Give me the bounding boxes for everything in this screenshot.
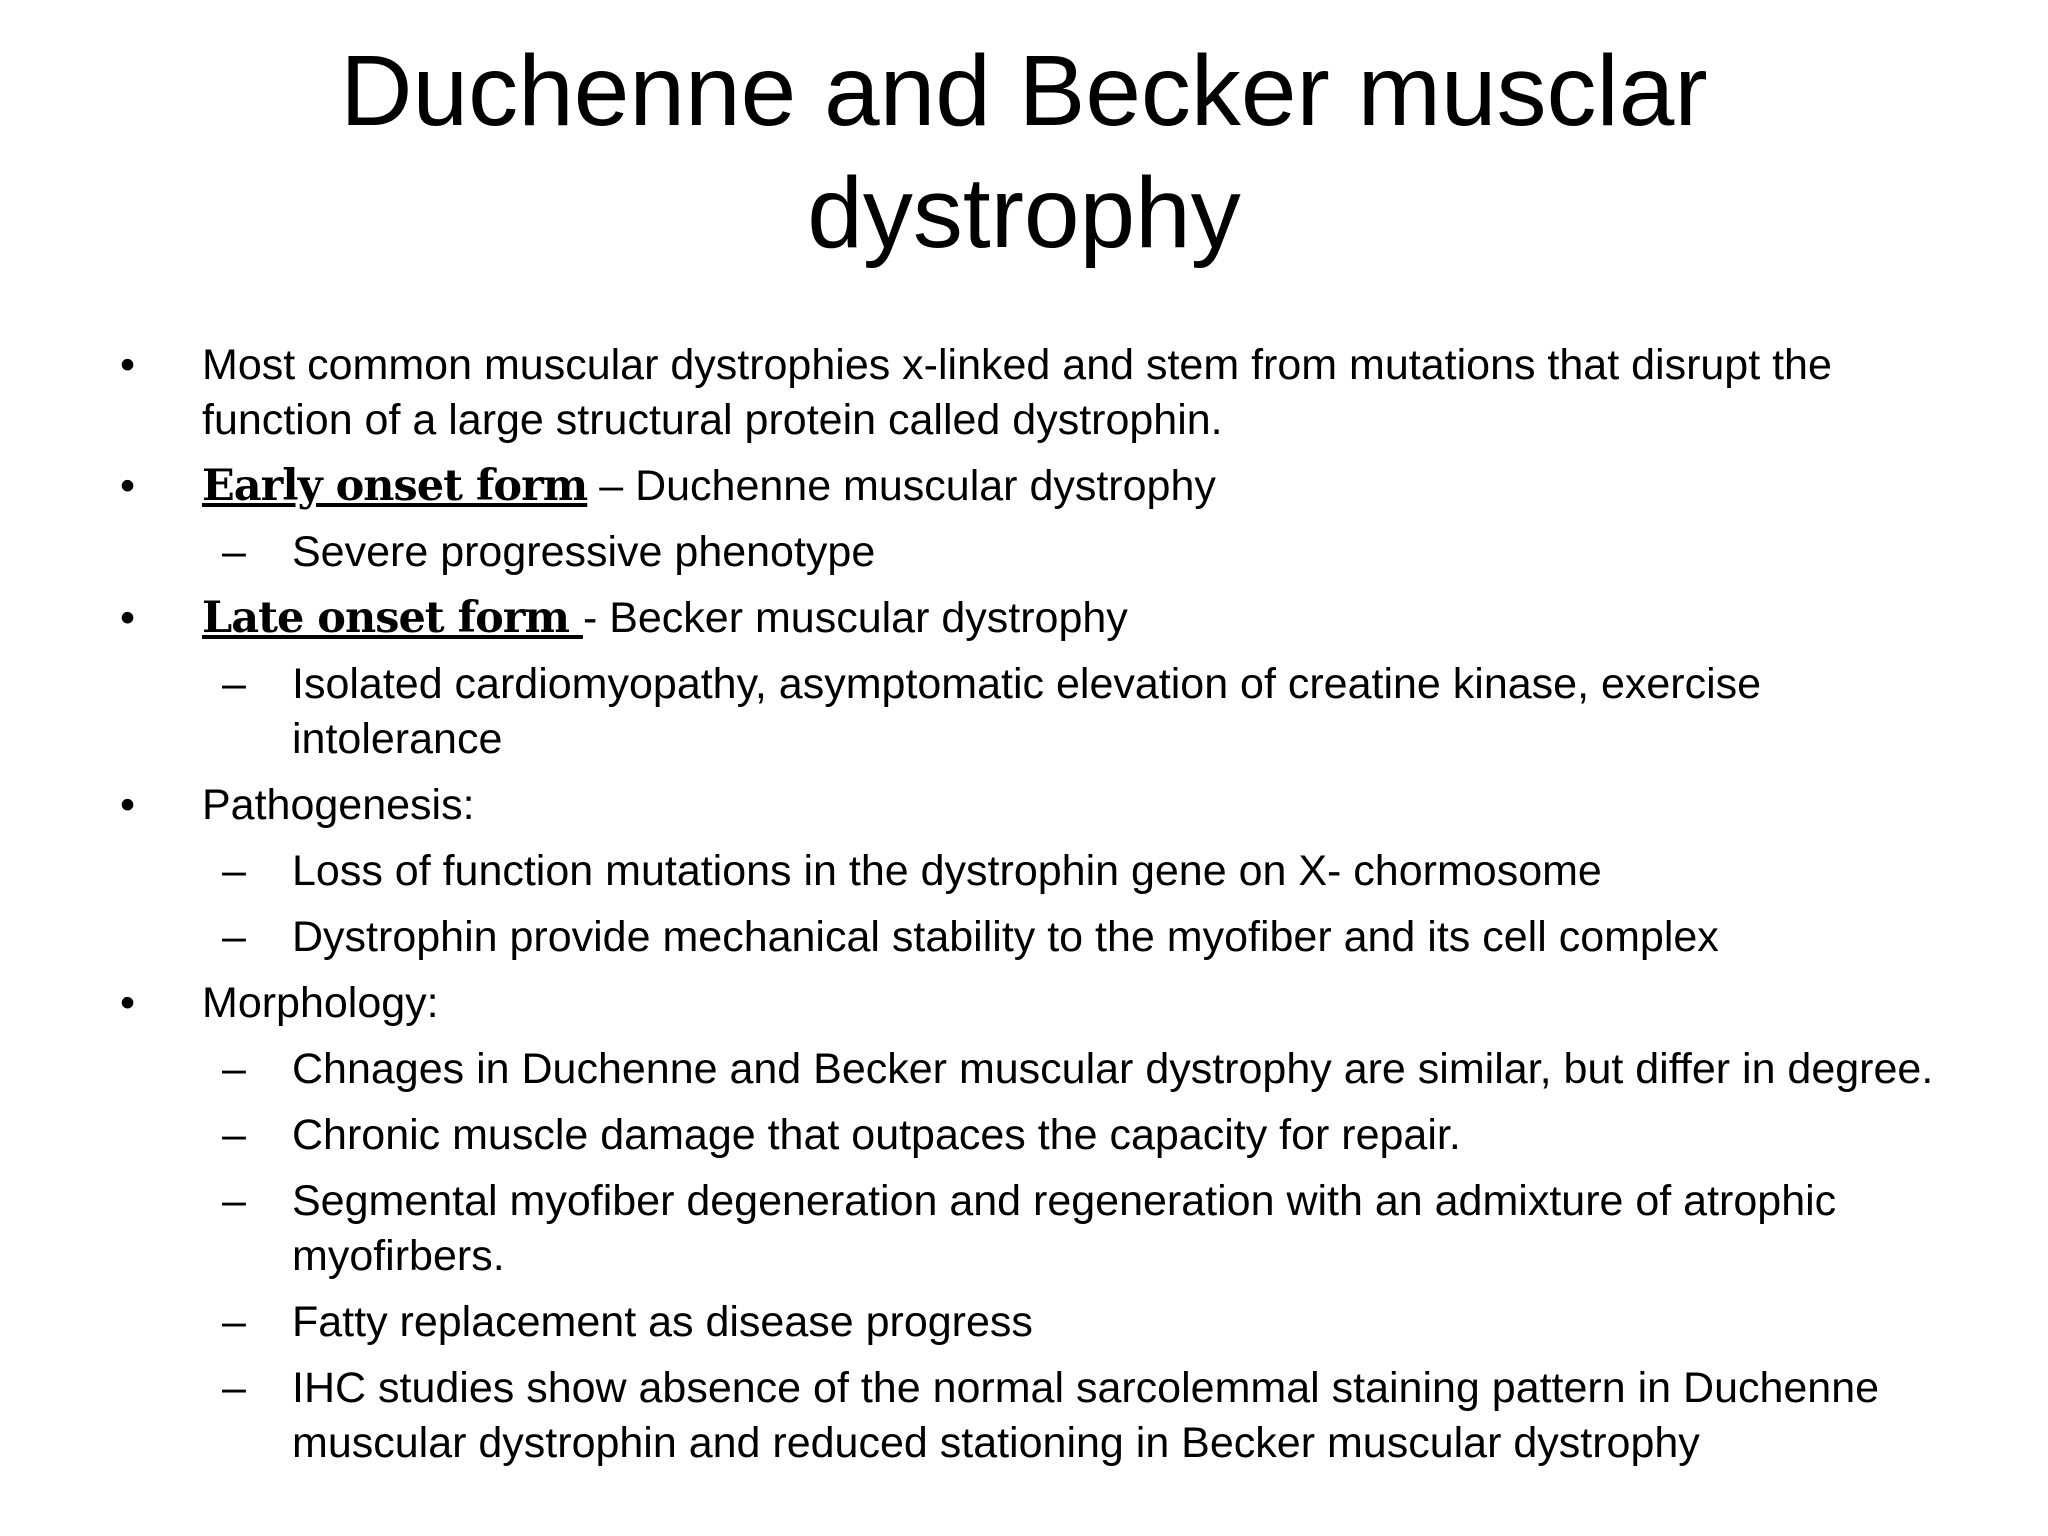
sub-bullet-text: Fatty replacement as disease progress <box>292 1298 1033 1346</box>
sub-bullet-text: Segmental myofiber degeneration and regeneration with an admixture of atrophic myofirbers. <box>292 1177 1837 1280</box>
dash-icon: – <box>222 913 246 961</box>
dash-icon: – <box>222 1177 246 1225</box>
bullet-text: - Becker muscular dystrophy <box>582 594 1128 642</box>
bullet-item <box>120 338 1950 448</box>
sub-bullet-text: Chronic muscle damage that outpaces the capacity for repair. <box>292 1111 1461 1159</box>
bullet-list <box>120 338 1950 1482</box>
sub-bullet-item <box>120 657 1950 767</box>
sub-bullet-text: Dystrophin provide mechanical stability to the myofiber and its cell complex <box>292 913 1719 961</box>
bullet-icon: • <box>120 979 136 1027</box>
sub-bullet-item <box>120 844 1950 899</box>
sub-bullet-item <box>120 525 1950 580</box>
dash-icon: – <box>222 1045 246 1093</box>
sub-bullet-text: Isolated cardiomyopathy, asymptomatic elevation of creatine kinase, exercise intolerance <box>292 660 1762 763</box>
title-line-2: dystrophy <box>807 157 1241 269</box>
dash-icon: – <box>222 1364 246 1412</box>
sub-bullet-text: IHC studies show absence of the normal sarcolemmal staining pattern in Duchenne muscular dystrophin and reduced stationing in Becker muscular dystrophy <box>292 1364 1880 1467</box>
sub-bullet-item <box>120 1042 1950 1097</box>
sub-bullet-item <box>120 910 1950 965</box>
bullet-term: Late onset form <box>202 593 583 643</box>
bullet-icon: • <box>120 781 136 829</box>
dash-icon: – <box>222 1298 246 1346</box>
bullet-item <box>120 591 1950 646</box>
bullet-item <box>120 976 1950 1031</box>
dash-icon: – <box>222 528 246 576</box>
bullet-text: – Duchenne muscular dystrophy <box>587 462 1216 510</box>
sub-bullet-text: Loss of function mutations in the dystrophin gene on X- chormosome <box>292 847 1602 895</box>
dash-icon: – <box>222 1111 246 1159</box>
bullet-text: Most common muscular dystrophies x-linked and stem from mutations that disrupt the function of a large structural protein called dystrophin. <box>202 341 1832 444</box>
bullet-item <box>120 778 1950 833</box>
bullet-icon: • <box>120 594 136 642</box>
sub-bullet-item <box>120 1361 1950 1471</box>
bullet-icon: • <box>120 462 136 510</box>
bullet-text: Pathogenesis: <box>202 781 475 829</box>
title-line-1: Duchenne and Becker musclar <box>340 35 1708 147</box>
sub-bullet-item <box>120 1108 1950 1163</box>
sub-bullet-item <box>120 1174 1950 1284</box>
sub-bullet-text: Severe progressive phenotype <box>292 528 876 576</box>
slide-title <box>200 30 1848 274</box>
bullet-icon: • <box>120 341 136 389</box>
bullet-text: Morphology: <box>202 979 439 1027</box>
sub-bullet-item <box>120 1295 1950 1350</box>
sub-bullet-text: Chnages in Duchenne and Becker muscular dystrophy are similar, but differ in degree. <box>292 1045 1934 1093</box>
dash-icon: – <box>222 660 246 708</box>
bullet-term: Early onset form <box>202 461 588 511</box>
dash-icon: – <box>222 847 246 895</box>
bullet-item <box>120 459 1950 514</box>
